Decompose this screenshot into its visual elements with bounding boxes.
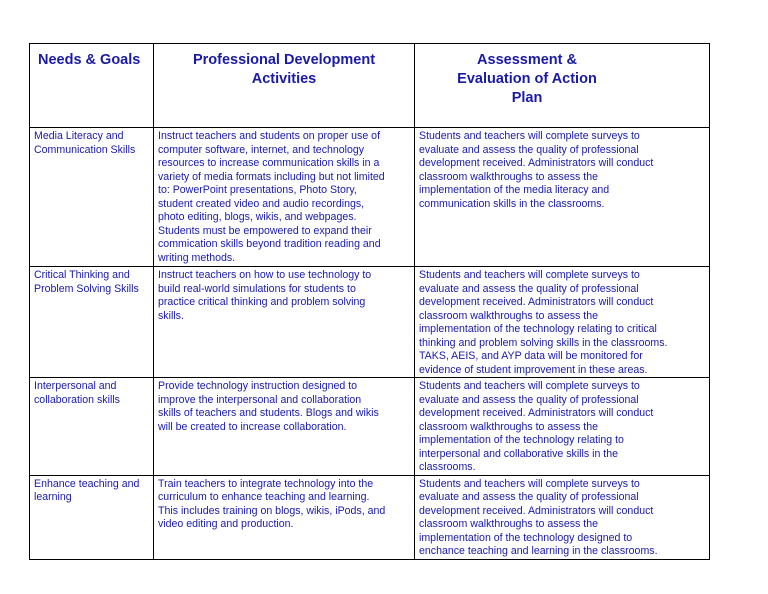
activities-cell: Train teachers to integrate technology into the curriculum to enhance teaching and learning. This includes training on blogs, wikis, iPods, and video editing and production.	[154, 475, 415, 559]
header-professional-development: Professional Development Activities	[154, 44, 415, 128]
table-header-row	[30, 44, 710, 128]
assessment-cell: Students and teachers will complete surveys to evaluate and assess the quality of professional development received. Administrators will conduct classroom walkthroughs to assess the implementation of the technology relating to interpersonal and collaborative skills in the classrooms.	[415, 378, 710, 476]
need-cell: Media Literacy and Communication Skills	[30, 128, 154, 267]
header-assessment-evaluation: Assessment & Evaluation of Action Plan	[415, 44, 710, 128]
table-row	[30, 475, 710, 559]
assessment-cell: Students and teachers will complete surveys to evaluate and assess the quality of professional development received. Administrators will conduct classroom walkthroughs to assess the implementation of the technology relating to critical thinking and problem solving skills in the classrooms. TAKS, AEIS, and AYP data will be monitored for evidence of student improvement in these areas.	[415, 267, 710, 378]
need-cell: Interpersonal and collaboration skills	[30, 378, 154, 476]
activities-cell: Provide technology instruction designed to improve the interpersonal and collaboration skills of teachers and students. Blogs and wikis will be created to increase collaboration.	[154, 378, 415, 476]
action-plan-table	[29, 43, 710, 560]
table-row	[30, 378, 710, 476]
need-cell: Enhance teaching and learning	[30, 475, 154, 559]
table-row	[30, 128, 710, 267]
table-row	[30, 267, 710, 378]
assessment-cell: Students and teachers will complete surveys to evaluate and assess the quality of professional development received. Administrators will conduct classroom walkthroughs to assess the implementation of the media literacy and communication skills in the classrooms.	[415, 128, 710, 267]
need-cell: Critical Thinking and Problem Solving Skills	[30, 267, 154, 378]
activities-cell: Instruct teachers on how to use technology to build real-world simulations for students to practice critical thinking and problem solving skills.	[154, 267, 415, 378]
activities-cell: Instruct teachers and students on proper use of computer software, internet, and technology resources to increase communication skills in a variety of media formats including but not limited to: PowerPoint presentations, Photo Story, student created video and audio recordings, photo editing, blogs, wikis, and webpages. Students must be empowered to expand their commication skills beyond tradition reading and writing methods.	[154, 128, 415, 267]
assessment-cell: Students and teachers will complete surveys to evaluate and assess the quality of professional development received. Administrators will conduct classroom walkthroughs to assess the implementation of the technology designed to enchance teaching and learning in the classrooms.	[415, 475, 710, 559]
header-needs-goals: Needs & Goals	[30, 44, 154, 128]
